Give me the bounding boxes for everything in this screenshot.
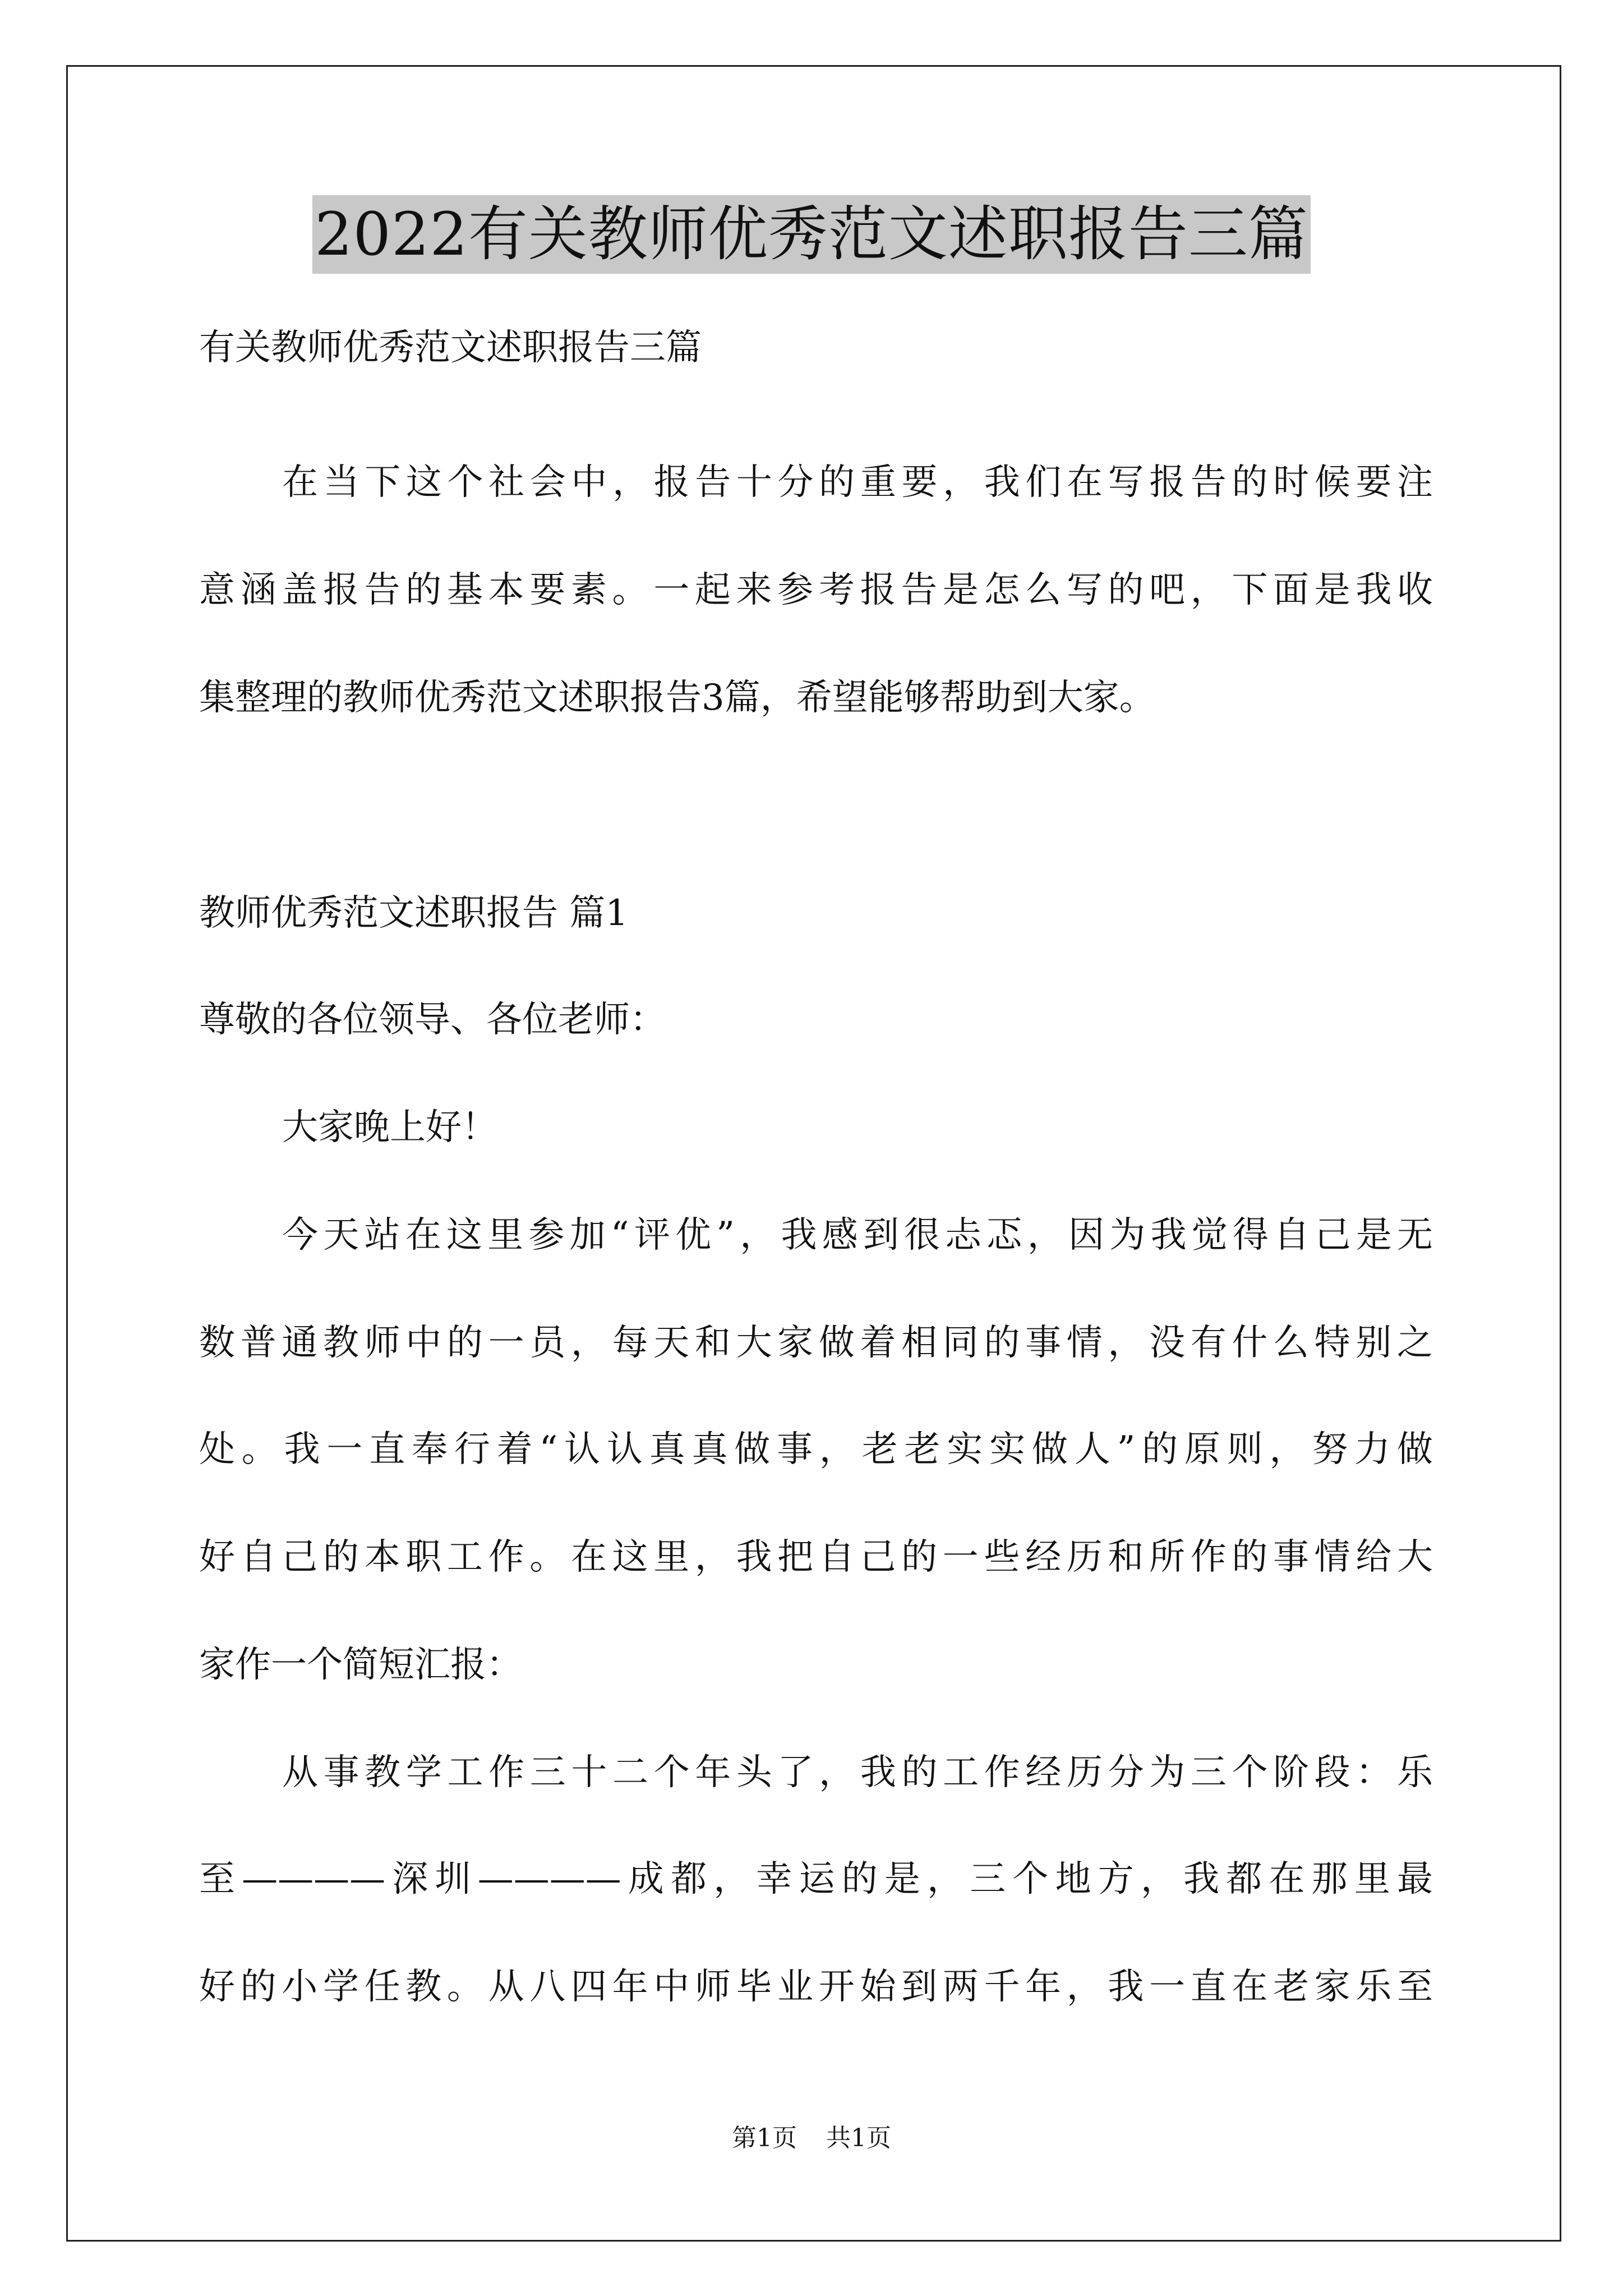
section-heading: 教师优秀范文述职报告 篇1 [199,892,629,934]
page-number: 第1页 [732,2124,797,2152]
page-footer [0,2122,1623,2155]
paragraph-line: 集整理的教师优秀范文述职报告3篇，希望能够帮助到大家。 [199,677,1155,719]
salutation: 尊敬的各位领导、各位老师： [199,999,666,1041]
paragraph-line: 在当下这个社会中，报告十分的重要，我们在写报告的时候要注 [282,462,1433,503]
paragraph-line: 至————深圳————成都，幸运的是，三个地方，我都在那里最 [199,1858,1433,1900]
paragraph-line: 好的小学任教。从八四年中师毕业开始到两千年，我一直在老家乐至 [199,1966,1433,2008]
paragraph-line: 好自己的本职工作。在这里，我把自己的一些经历和所作的事情给大 [199,1536,1433,1578]
document-title: 2022有关教师优秀范文述职报告三篇 [312,195,1311,274]
document-title-wrap [0,195,1623,291]
paragraph-line: 处。我一直奉行着“认认真真做事，老老实实做人”的原则，努力做 [199,1429,1433,1470]
paragraph-line: 从事教学工作三十二个年头了，我的工作经历分为三个阶段：乐 [282,1752,1433,1793]
paragraph-line: 意涵盖报告的基本要素。一起来参考报告是怎么写的吧，下面是我收 [199,569,1433,611]
page-total: 共1页 [826,2124,891,2152]
paragraph-line: 数普通教师中的一员，每天和大家做着相同的事情，没有什么特别之 [199,1322,1433,1364]
paragraph-line: 家作一个简短汇报： [199,1644,522,1686]
doc-subtitle: 有关教师优秀范文述职报告三篇 [199,327,702,369]
greeting: 大家晚上好！ [282,1107,497,1148]
paragraph-line: 今天站在这里参加“评优”，我感到很忐忑，因为我觉得自己是无 [282,1214,1433,1256]
